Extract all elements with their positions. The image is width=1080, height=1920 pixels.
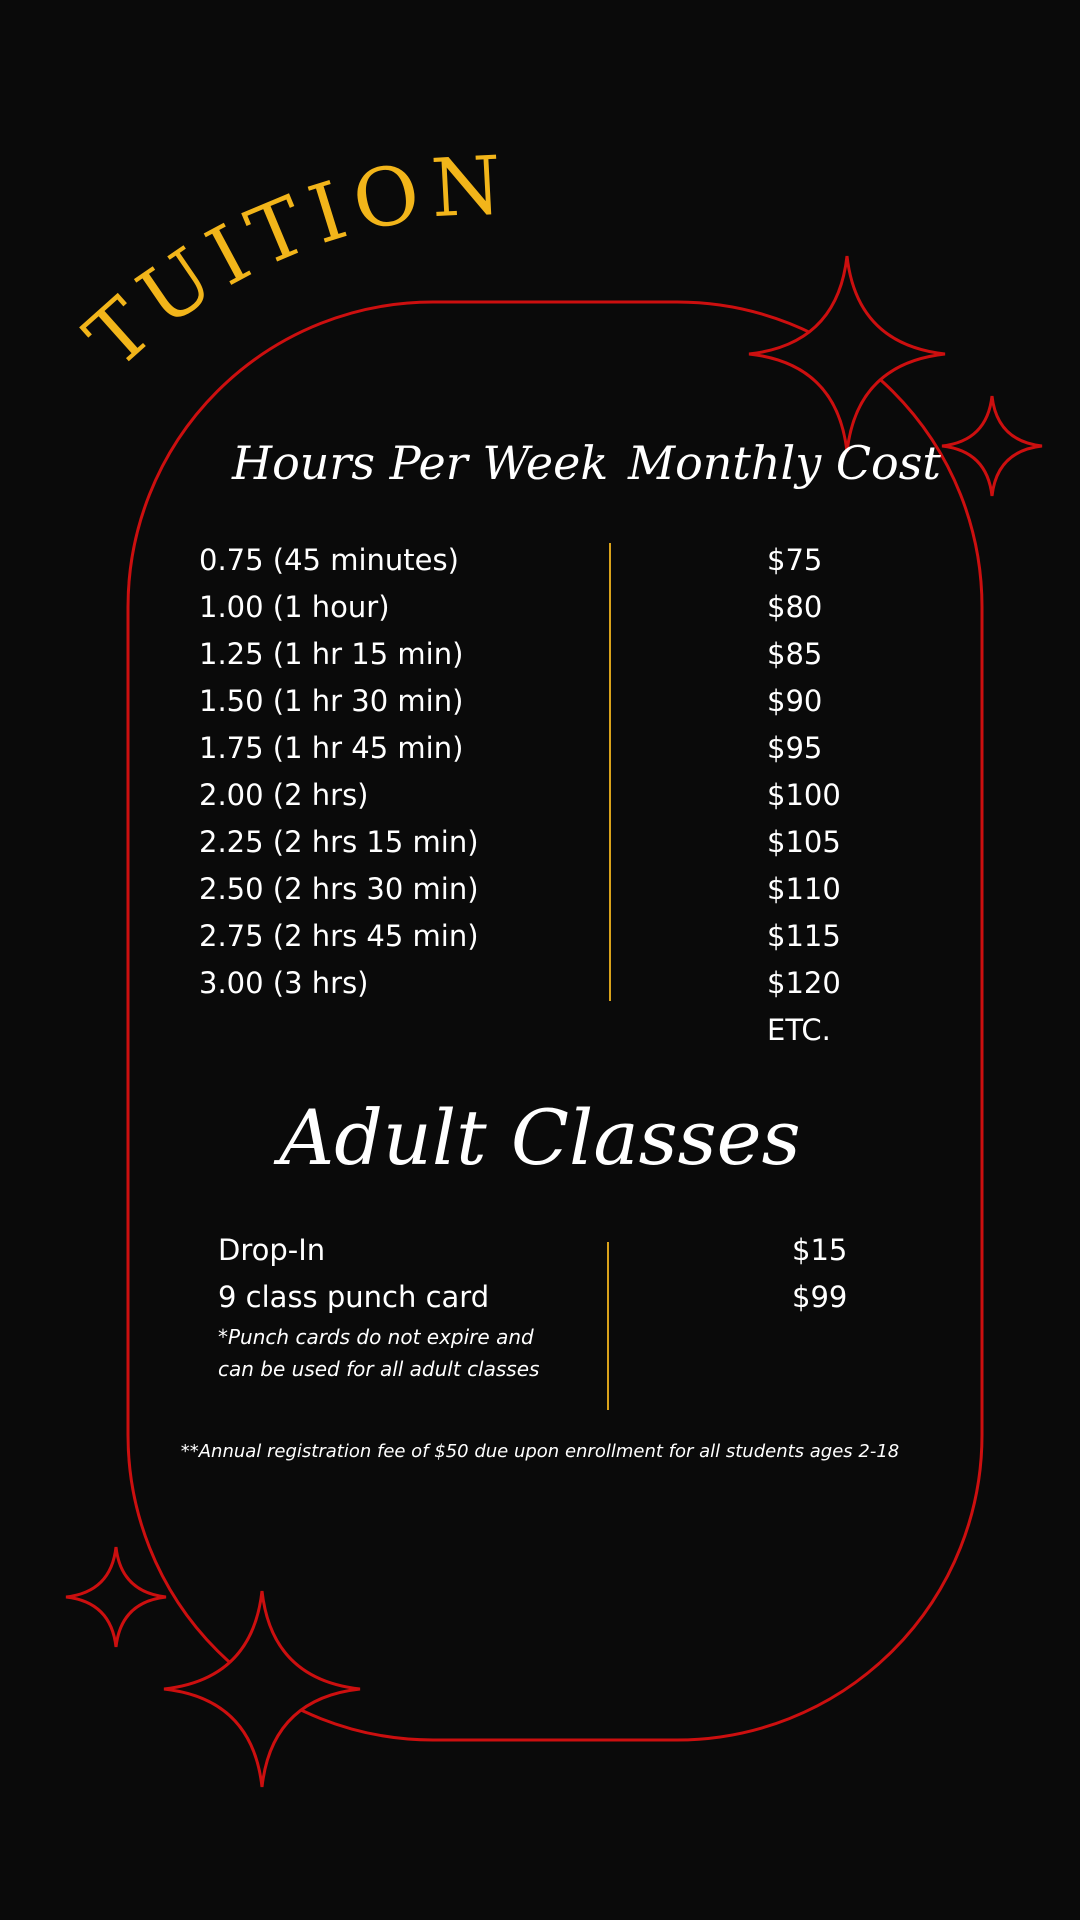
adult-divider	[607, 1242, 609, 1410]
adult-cost-column	[792, 1227, 847, 1321]
tuition-hours-cell: 1.00 (1 hour)	[199, 590, 390, 624]
adult-classes-heading: Adult Classes	[279, 1093, 801, 1182]
tuition-hours-column	[199, 537, 479, 1007]
tuition-cost-cell: $110	[767, 872, 841, 906]
tuition-cost-cell: $85	[767, 637, 823, 671]
tuition-hours-cell: 2.50 (2 hrs 30 min)	[199, 872, 479, 906]
tuition-cost-cell: $95	[767, 731, 823, 765]
tuition-cost-cell: $115	[767, 919, 841, 953]
adult-class-cost: $15	[792, 1233, 848, 1267]
tuition-hours-cell: 2.75 (2 hrs 45 min)	[199, 919, 479, 953]
cost-header: Monthly Cost	[628, 436, 941, 490]
adult-class-label: Drop-In	[218, 1233, 326, 1267]
tuition-hours-cell: 1.50 (1 hr 30 min)	[199, 684, 464, 718]
punch-card-note-line2: can be used for all adult classes	[218, 1357, 540, 1381]
tuition-cost-cell: $80	[767, 590, 823, 624]
hours-header: Hours Per Week	[232, 436, 609, 490]
adult-labels-column	[218, 1227, 489, 1321]
sparkle-star-icon	[164, 1591, 360, 1787]
adult-class-label: 9 class punch card	[218, 1280, 490, 1314]
punch-card-note-line1: *Punch cards do not expire and	[218, 1325, 534, 1349]
adult-class-cost: $99	[792, 1280, 848, 1314]
registration-footnote: **Annual registration fee of $50 due upon enrollment for all students ages 2-18	[180, 1441, 900, 1462]
rounded-frame	[128, 302, 982, 1740]
tuition-hours-cell: 1.75 (1 hr 45 min)	[199, 731, 464, 765]
tuition-cost-cell: $75	[767, 543, 823, 577]
sparkle-star-icon	[66, 1547, 166, 1647]
tuition-title: TUITION	[68, 138, 513, 386]
sparkle-star-icon	[942, 396, 1042, 496]
tuition-cost-cell: $100	[767, 778, 841, 812]
tuition-hours-cell: 1.25 (1 hr 15 min)	[199, 637, 464, 671]
sparkle-star-icon	[749, 256, 945, 452]
tuition-hours-cell: 2.00 (2 hrs)	[199, 778, 369, 812]
tuition-cost-column	[767, 537, 841, 1007]
tuition-hours-cell: 3.00 (3 hrs)	[199, 966, 369, 1000]
tuition-cost-cell: $90	[767, 684, 823, 718]
tuition-cost-cell: $120	[767, 966, 841, 1000]
tuition-cost-cell: $105	[767, 825, 841, 859]
tuition-hours-cell: 0.75 (45 minutes)	[199, 543, 459, 577]
tuition-divider	[609, 543, 611, 1001]
etc-label: ETC.	[767, 1013, 831, 1047]
tuition-hours-cell: 2.25 (2 hrs 15 min)	[199, 825, 479, 859]
